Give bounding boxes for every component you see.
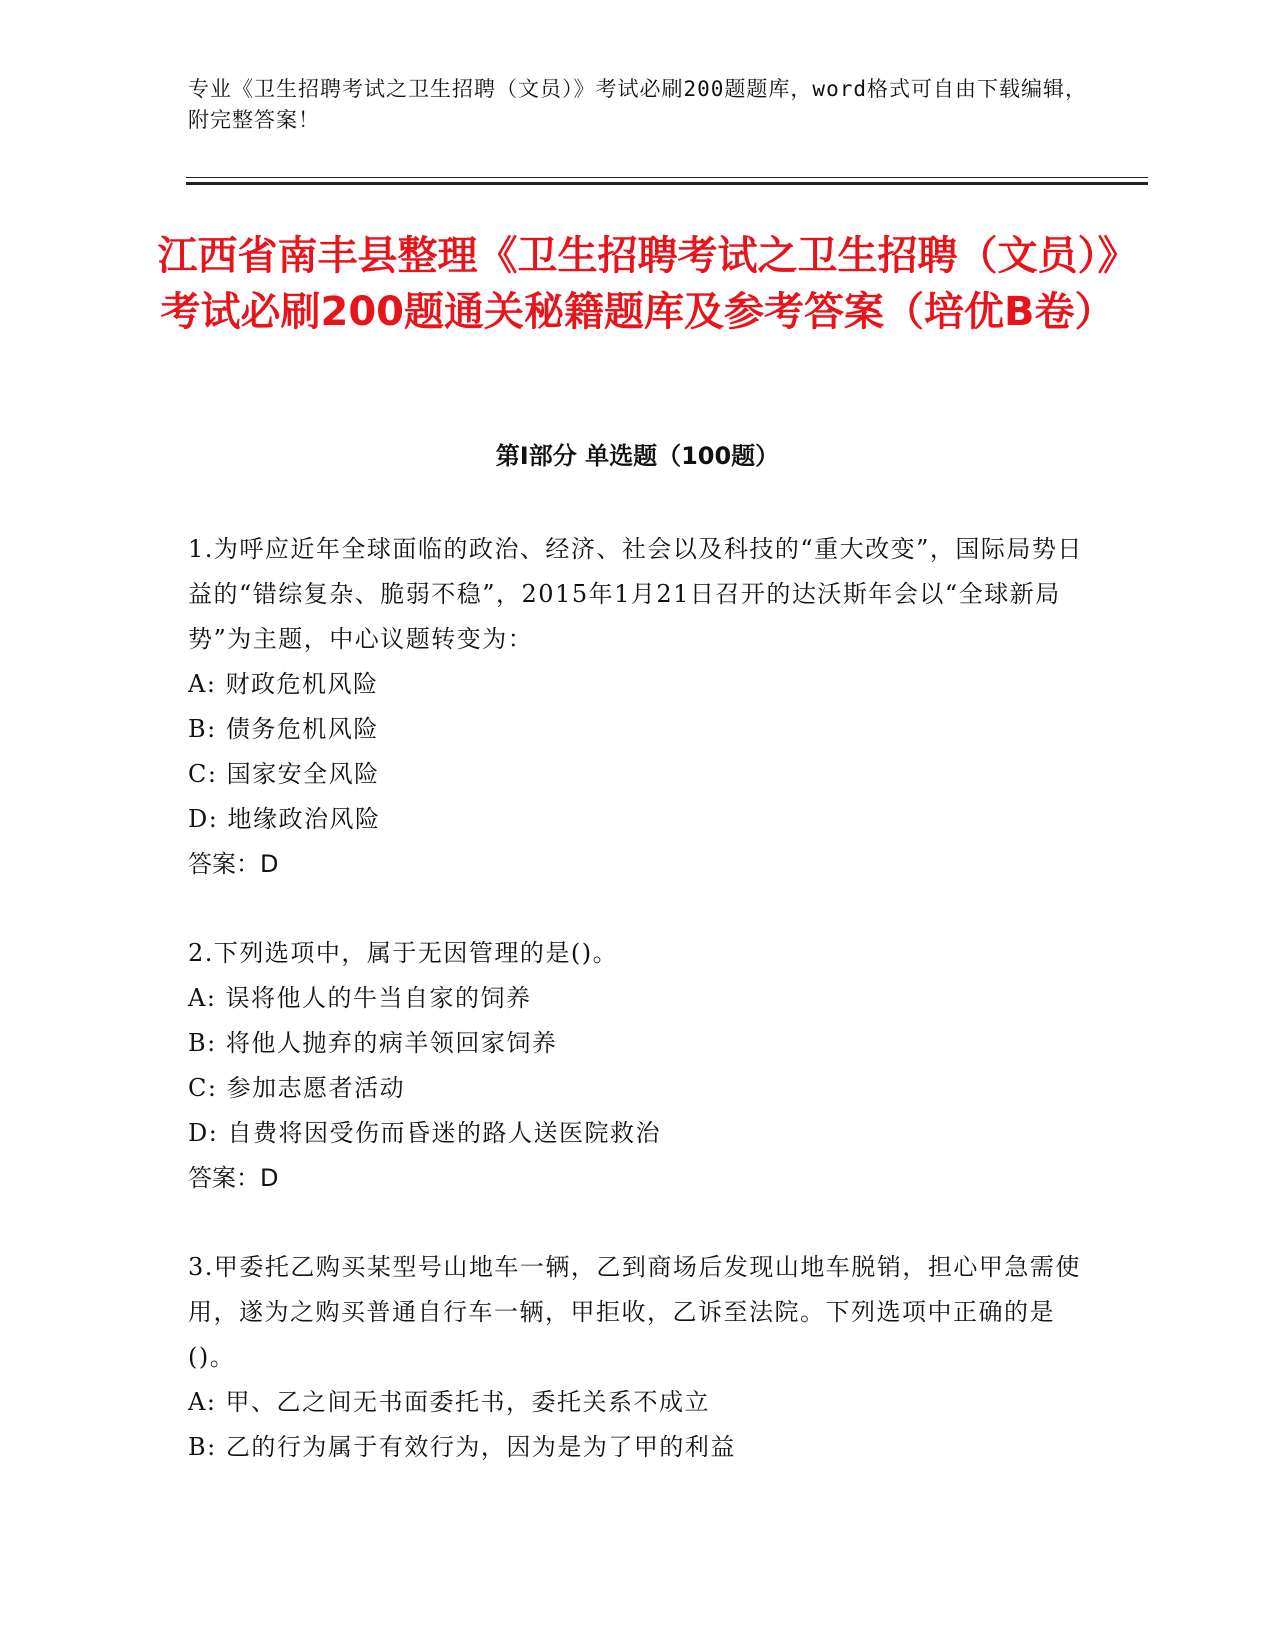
- question-list: [188, 527, 1093, 1514]
- question-2: [188, 931, 1093, 1201]
- option-a: A: 误将他人的牛当自家的饲养: [188, 984, 532, 1012]
- answer-line: 答案：D: [188, 1164, 279, 1192]
- option-d: D: 地缘政治风险: [188, 805, 381, 833]
- header-divider-thick: [186, 182, 1148, 185]
- section-heading: 第I部分 单选题（100题）: [495, 442, 780, 470]
- option-c: C: 国家安全风险: [188, 760, 380, 788]
- option-a: A: 甲、乙之间无书面委托书，委托关系不成立: [188, 1388, 711, 1416]
- option-b: B: 将他人抛弃的病羊领回家饲养: [188, 1029, 558, 1057]
- option-d: D: 自费将因受伤而昏迷的路人送医院救治: [188, 1119, 661, 1147]
- option-c: C: 参加志愿者活动: [188, 1074, 406, 1102]
- question-stem: 2.下列选项中，属于无因管理的是()。: [188, 939, 619, 967]
- question-3: [188, 1245, 1093, 1470]
- option-b: B: 乙的行为属于有效行为，因为是为了甲的利益: [188, 1433, 736, 1461]
- document-title: 江西省南丰县整理《卫生招聘考试之卫生招聘（文员）》考试必刷200题通关秘籍题库及参考答案（培优B卷）: [157, 233, 1118, 335]
- option-b: B: 债务危机风险: [188, 715, 379, 743]
- header-note: 专业《卫生招聘考试之卫生招聘（文员）》考试必刷200题题库，word格式可自由下载编辑，附完整答案！: [188, 77, 1087, 132]
- question-stem: 3.甲委托乙购买某型号山地车一辆，乙到商场后发现山地车脱销，担心甲急需使用，遂为之购买普通自行车一辆，甲拒收，乙诉至法院。下列选项中正确的是()。: [188, 1253, 1081, 1371]
- option-a: A: 财政危机风险: [188, 670, 379, 698]
- question-1: [188, 527, 1093, 887]
- header-divider-thin: [186, 177, 1148, 178]
- answer-line: 答案：D: [188, 850, 279, 878]
- question-stem: 1.为呼应近年全球面临的政治、经济、社会以及科技的“重大改变”，国际局势日益的“错综复杂、脆弱不稳”，2015年1月21日召开的达沃斯年会以“全球新局势”为主题，中心议题转变为：: [188, 535, 1083, 653]
